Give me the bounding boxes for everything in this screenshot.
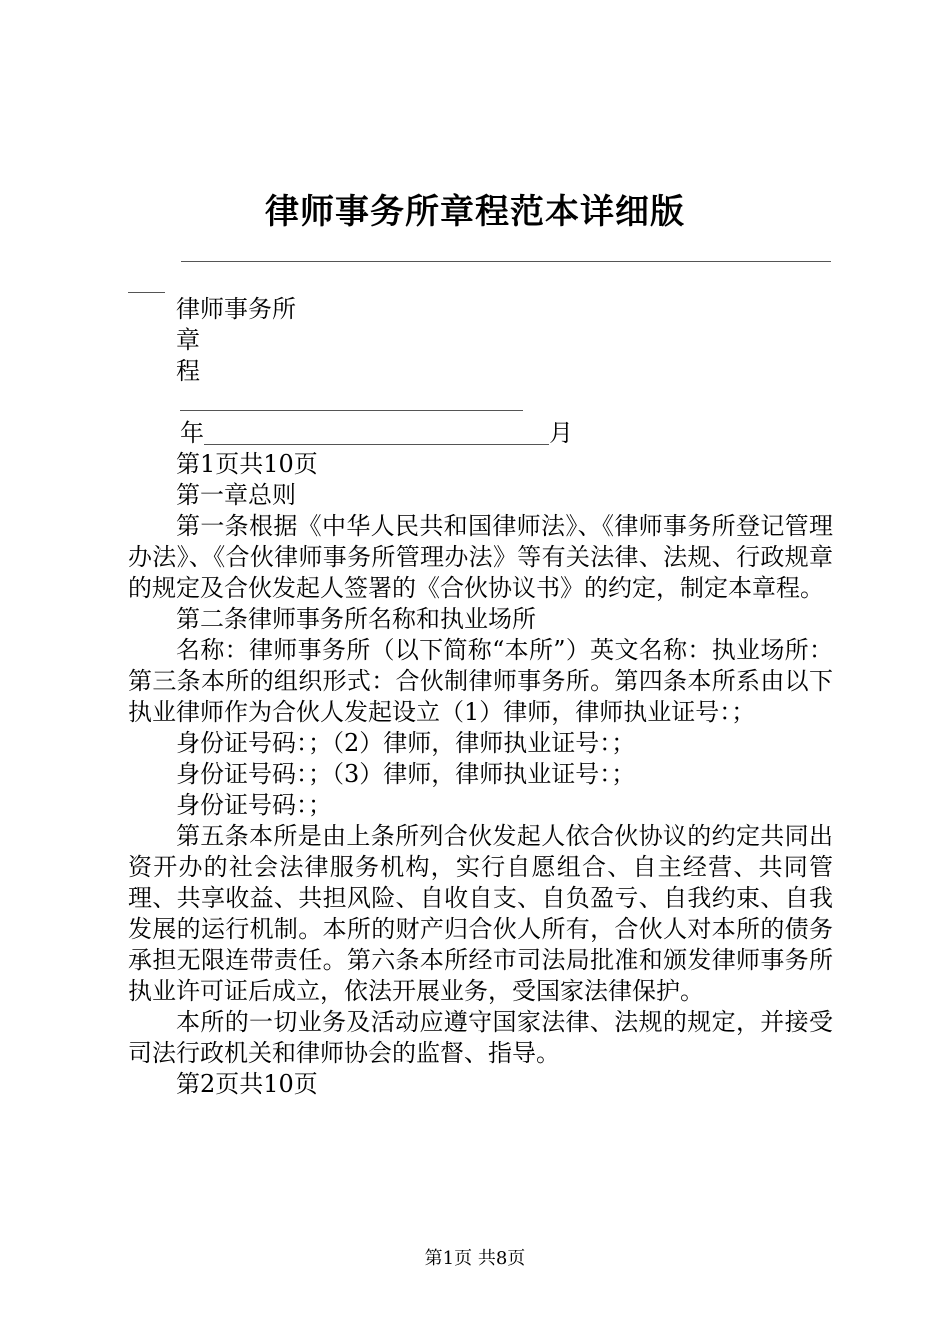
id-line-2: 身份证号码：；（3）律师，律师执业证号：；	[176, 760, 636, 788]
blank-underline	[180, 387, 833, 418]
document-title: 律师事务所章程范本详细版	[265, 192, 685, 232]
article-1: 第一条根据《中华人民共和国律师法》、《律师事务所登记管理办法》、《合伙律师事务所管理办法》等有关法律、法规、行政规章的规定及合伙发起人签署的《合伙协议书》的约定，制定本章程。	[128, 512, 833, 602]
firm-name-line: 律师事务所	[176, 295, 296, 323]
page-footer: 第1页 共8页	[424, 1248, 526, 1269]
date-blank	[204, 420, 549, 445]
page-marker-2: 第2页共10页	[176, 1070, 318, 1098]
date-month-label: 月	[549, 419, 573, 447]
article-2-body: 名称：律师事务所（以下简称“本所”）英文名称：执业场所：第三条本所的组织形式：合伙制律师事务所。第四条本所系由以下执业律师作为合伙人发起设立（1）律师，律师执业证号：；	[128, 636, 833, 726]
id-line-1: 身份证号码：；（2）律师，律师执业证号：；	[176, 729, 636, 757]
title-divider	[181, 261, 831, 262]
article-5: 第五条本所是由上条所列合伙发起人依合伙协议的约定共同出资开办的社会法律服务机构，实行自愿组合、自主经营、共同管理、共享收益、共担风险、自收自支、自负盈亏、自我约束、自我发展的运行机制。本所的财产归合伙人所有，合伙人对本所的债务承担无限连带责任。第六条本所经市司法局批准和颁发律师事务所执业许可证后成立，依法开展业务，受国家法律保护。	[128, 822, 833, 1005]
id-line-3: 身份证号码：；	[176, 791, 332, 819]
title-divider-tail	[128, 292, 165, 293]
date-line	[180, 418, 833, 449]
date-year-label: 年	[180, 419, 204, 447]
page-marker-1: 第1页共10页	[176, 450, 318, 478]
article-2-heading: 第二条律师事务所名称和执业场所	[176, 605, 536, 633]
charter-char-2: 程	[176, 357, 200, 385]
chapter-heading: 第一章总则	[176, 481, 296, 509]
charter-char-1: 章	[176, 326, 200, 354]
compliance-paragraph: 本所的一切业务及活动应遵守国家法律、法规的规定，并接受司法行政机关和律师协会的监督、指导。	[128, 1008, 833, 1067]
document-body	[128, 294, 833, 1100]
